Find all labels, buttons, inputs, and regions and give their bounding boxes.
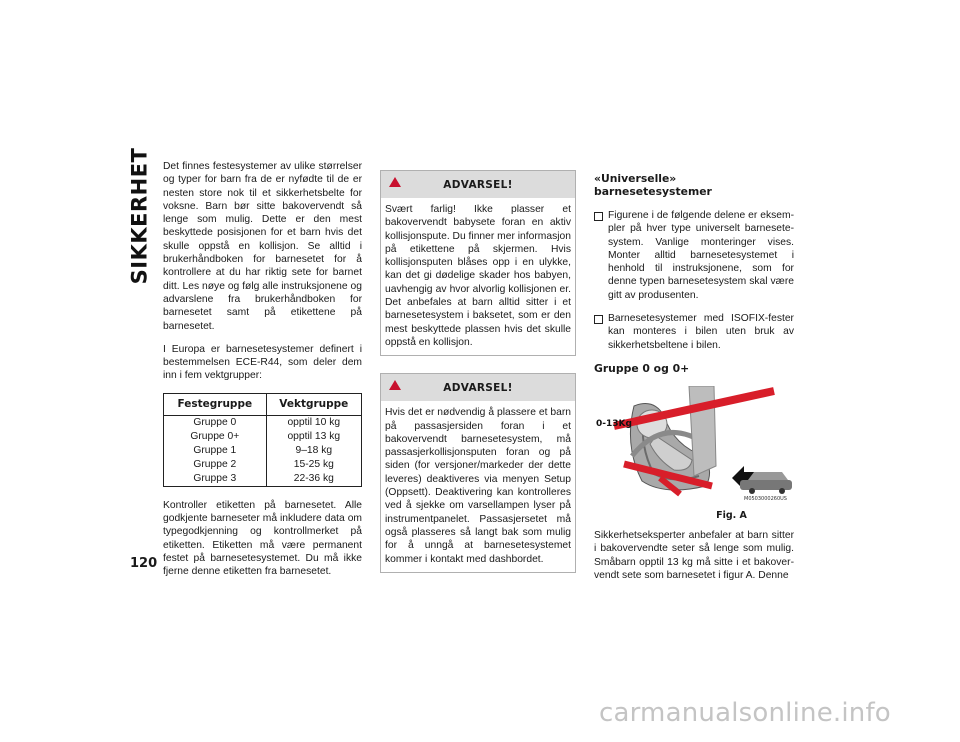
column-right [594,172,794,592]
intro-paragraph: Det finnes festesystemer av ulike størrelser og typer for barn fra de er nyfødte til de er nesten store nok til et sikkerhetsbelte for voksne. Barn bør sitte bakovervendt så lenge som mulig. Dette er den mest beskyttede posisjonen for et barn hvis det skulle oppstå en kollisjon. Se alltid i brukerhåndboken for barnesetet for å kontrollere at du har riktig sete for barnet ditt. Les nøye og følg alle instruksjonene og advarslene fra brukerhåndboken for barnesetet samt på etikettene på barnesetet. [163,161,362,332]
page-number: 120 [130,556,158,571]
universal-seats-heading: «Universelle» barnesetesystemer [594,172,712,198]
table-cell: Gruppe 1 [164,444,267,458]
warning-body [381,198,575,355]
table-header-row [164,393,362,415]
checkbox-bullet-icon [594,212,603,221]
warning-header [381,171,575,198]
ece-paragraph: I Europa er barnesetesystemer definert i bestemmelsen ECE-R44, som deler dem inn i fem vektgrupper: [163,343,362,382]
warning-title: ADVARSEL! [443,178,513,191]
group-0-heading: Gruppe 0 og 0+ [594,361,690,375]
figure-a [594,386,794,506]
warning-body [381,401,575,572]
table-header-group: Festegruppe [164,393,267,415]
label-paragraph: Kontroller etiketten på barnesetet. Alle godkjente barneseter må inkludere data om typegodkjenning og kontrollmerket på etiketten. Etiketten må være permanent festet på barnesetesystemet. Du må ikke fjerne denne etiketten fra barnesetet. [163,499,362,578]
column-middle [380,170,576,590]
warning-text: Hvis det er nødvendig å plassere et barn på passasjersiden foran i et bakovervendt barnesetesystem, må passasjerkollisjonsputen foran og på siden (for versjoner/markeder der dette leveres) deaktiveres via menyen Setup (Oppsett). Deaktivering kan kontrolleres ved å sjekke om varsellampen lyser på instrumentpanelet. Passasjersetet må også plasseres så langt bak som mulig for å unngå at barnesetesystemet kommer i kontakt med dashbordet. [385,407,571,565]
column-left [163,160,362,589]
warning-box-2 [380,373,576,573]
warning-triangle-icon [389,380,401,390]
weight-group-table [163,393,362,487]
table-cell: Gruppe 0 [164,415,267,430]
warning-text: Svært farlig! Ikke plasser et bakovervendt babysete foran en aktiv kollisjonspute. Du finner mer informasjon på etikettene på skjermen. Hvis kollisjonsputen blåses opp i en ulykke, kan det gi dødelige skader hos babyen, uavhengig av hvor alvorlig kollisjonen er. Det anbefales at barn alltid sitter i et barnesetesystem i baksetet, som er den mest beskyttede plassen hvis det skulle oppstå en kollisjon. [385,204,571,348]
child-seat-illustration [594,386,794,506]
table-header-weight: Vektgruppe [266,393,361,415]
table-cell: Gruppe 0+ [164,430,267,444]
table-row [164,430,362,444]
list-item [594,312,794,352]
table-cell: opptil 13 kg [287,430,341,442]
warning-title: ADVARSEL! [443,381,513,394]
table-cell: 9–18 kg [295,444,333,456]
watermark: carmanualsonline.info [599,698,891,728]
table-row [164,415,362,430]
recommendation-paragraph: Sikkerhetseksperter anbefaler at barn sitter i bakovervendte seter så lenge som mulig. Småbarn opptil 13 kg må sitte i et bakovervendt sete som barnesetet i figur A. Denne [594,529,794,581]
list-item-text: Barnesetesystemer med ISOFIX-fester kan monteres i bilen uten bruk av sikkerhetsbeltene i bilen. [608,313,794,351]
list-item [594,209,794,302]
table-cell: 22-36 kg [293,472,334,484]
table-cell: Gruppe 2 [164,458,267,472]
figure-code: M0503000260US [744,495,787,502]
table-row [164,458,362,472]
warning-box-1 [380,170,576,356]
warning-header [381,374,575,401]
table-cell: opptil 10 kg [287,416,341,428]
warning-triangle-icon [389,177,401,187]
list-item-text: Figurene i de følgende delene er eksempler på hver type universelt barnesetesystem. Vanlige monteringer vises. Monter alltid barnesetesystemet i henhold til instruksjonene, som for denne typen barnesetesystem skal være gitt av produsenten. [608,210,794,301]
section-tab-label: SIKKERHET [127,147,151,285]
checkbox-bullet-icon [594,315,603,324]
figure-caption: Fig. A [716,509,747,521]
table-cell: Gruppe 3 [164,472,267,487]
table-cell: 15-25 kg [293,458,334,470]
weight-label: 0-13Kg [596,418,632,429]
section-tab [121,147,157,285]
table-row [164,472,362,487]
table-row [164,444,362,458]
